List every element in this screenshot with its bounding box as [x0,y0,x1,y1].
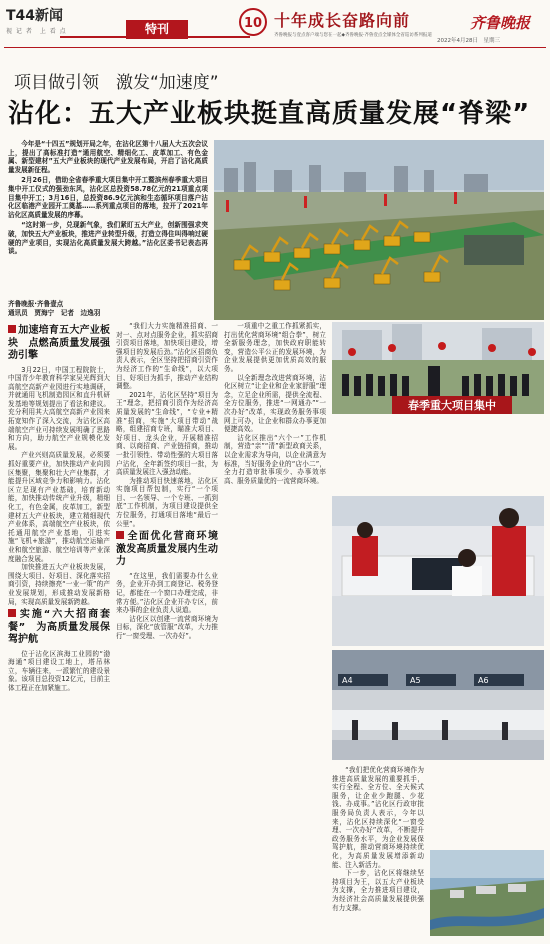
body-paragraph: 下一步，沾化区将继续坚持项目为王，以五大产业板块为支撑，全力推进项目建设，为经济社会高质量发展提供强有力支撑。 [332,869,424,912]
body-paragraph: 2021年，沾化区坚持“项目为王”理念，把招商引资作为经济高质量发展的“生命线”，“专业+精准”招商，实施“大项目带动”战略，组建招商专班，瞄准大项目、好项目、龙头企业，开展精准招商、以商招商、产业链招商，推动一批引领性、带动性强的大项目落户沾化，全年新签约项目一批，为高质量发展注入强劲动能。 [116,390,218,477]
special-edition-tag: 特刊 [126,20,188,39]
window-label: A5 [410,676,421,685]
body-paragraph: 沾化区推出“六个一”工作机制，营造“亲”“清”新型政商关系，以企业需求为导向，以企业满意为标准，当好服务企业的“店小二”，全力打造审批事项少、办事效率高、服务质量优的一流营商环境。 [224,433,326,485]
subheading [8,609,110,647]
slogan-subtitle: 齐鲁晚报与壹点客户端与您在一起◆齐鲁晚报·齐鲁壹点全媒体全省巡访系列报道 [274,33,432,38]
byline-source: 齐鲁晚报·齐鲁壹点 [8,300,64,308]
bullet-square-icon [8,325,16,333]
body-paragraph: 产业兴则高质量发展，必须要抓好重要产业，加快推动产业向园区集聚，集聚和壮大产业集群，才能提升区域竞争力和影响力。沾化区立足现有产业基础，培育新动能，加快推动传统产业升级，精细化工，有色金属，皮革加工，新型建材五大产业板块，建立精细现代产业体系，高端航空产业板块，依托通用航空产业基地，引进实施“飞机+旅游”，推动航空运输产业和航空旅游、航空培训等产业深度融合发展。 [8,451,110,563]
aerial-photo [430,850,544,936]
article-column-1 [8,322,110,937]
issue-date: 2022年4月28日 星期三 [437,38,500,44]
anniversary-slogan: 十年成长奋路向前 [274,11,411,30]
subheading [8,325,110,363]
subheading-text: 实施“六大招商套餐” 为高质量发展保驾护航 [8,609,110,646]
byline-authors: 通讯员 贾海宁 记者 边逸羽 [8,309,101,317]
body-paragraph: 一项重中之重工作抓紧抓实，打出优化营商环境“组合拳”，树立全新服务理念，加快政府职能转变，营造公平公正的发展环境，为企业发展提供更加优质高效的服务。 [224,322,326,373]
body-paragraph: 加快推进五大产业板块发展，围绕大项目、好项目、深化落实招商引资，持续擦亮“一业一策”的产业发展规划，形成推动发展新格局，实现高质量发展新跨越。 [8,563,110,606]
body-paragraph: 3月22日，中国工程院院士，中国青少年教育科学家吴光辉到大高航空高新产业园进行实地调研，并就通用飞机制造园区和直升机研发基地等规划提出了看法和建议。充分利用其大高航空高新产业园来拓宽知作了深入交流，为沾化区高端航空产业可持续发展明确了思路和方向，助力航空产业规模化发展。 [8,365,110,451]
lead-paragraph: “这时第一步，兑现新气象，我们紧盯五大产业，创新围强求突破，加快五大产业板块，推进产业转型升级，打造立得住叫得响过硬硬的产业项目，实现沾化高质量发展大跨越。”沾化区委书记表态再谈。 [8,221,208,256]
body-paragraph: “我们大力实施精准招商、一对一、点对点服务企业，抓实招商引资项目落地，加快项目建设，增强项目的发展后劲。”沾化区招商负责人表示，全区坚持把招商引资作为经济工作的“生命线”，以大项目、好项目为抓手，推动产业结构调整。 [116,322,218,391]
newspaper-name: 齐鲁晚报 [470,14,531,32]
window-label: A6 [478,676,489,685]
masthead [0,0,550,46]
ceremony-photo [332,322,544,414]
byline [8,300,208,318]
subheading-text: 加速培育五大产业板块 点燃高质量发展强劲引擎 [8,325,110,361]
article-lead [8,140,208,258]
ceremony-banner-text: 春季重大项目集中 [408,399,496,412]
article-column-3 [224,322,326,937]
body-paragraph: “在这里，我们需要办什么业务，企业开办到工商登记、税务登记，都能在一个窗口办理完成，非常方便。”沾化区企业开办专区，前来办事的企业负责人说道。 [116,571,218,615]
service-hall-photo [332,650,544,760]
bullet-square-icon [116,531,124,539]
excavators-photo [214,140,544,320]
body-paragraph: 为推动项目快速落地，沾化区实施项目帮包制，实行“一个项目、一名领导、一个专班、一抓到底”工作机制，为项目建设提供全方位服务，打通项目落地“最后一公里”。 [116,476,218,528]
body-paragraph: “我们把优化营商环境作为推进高质量发展的重要抓手，实行全程、全方位、全天候式服务，让企业少跑腿、少花钱、办成事。”沾化区行政审批服务局负责人表示，今年以来，沾化区持续深化“一窗受理、一次办好”改革，不断提升政务服务水平，为企业发展保驾护航，推动营商环境持续优化，为高质量发展增添新动能、注入新活力。 [332,766,424,869]
bullet-square-icon [8,609,16,617]
article-column-2 [116,322,228,937]
page-section-label: 视 记 者 上 看 点 [6,28,67,35]
anniversary-logo-icon [238,7,268,37]
article-column-4 [332,766,424,936]
header-divider [4,47,546,48]
article-kicker: 项目做引领 激发“加速度” [14,73,219,93]
lead-paragraph: 今年是“十四五”规划开局之年，在沾化区第十八届人大五次会议上，提出了高标准打造“通用航空、精细化工、皮革加工、有色金属、新型建材”五大产业板块的现代产业发展布局，开启了沾化高质量发展新征程。 [8,140,208,174]
service-center-photo [332,496,544,646]
body-paragraph: 位于沾化区滨海工业园的“渤海通”项目建设工地上，塔吊林立，车辆往来，一派繁忙的建设景象。该项目总投资12亿元，目前主体工程正在加紧施工。 [8,649,110,692]
body-paragraph: 以全新理念改进营商环境，沾化区树立“让企业和企业家舒服”理念，立足企业所需，提供全流程、全方位服务，推进“一网通办”“一次办好”改革，实现政务服务事项网上可办，让企业和群众办事更加便捷高效。 [224,373,326,434]
window-label: A4 [342,676,353,685]
svg-text:10: 10 [243,16,263,31]
body-paragraph: 沾化区以创建一流营商环境为目标，深化“放管服”改革，大力推行“一窗受理、一次办好”。 [116,614,218,640]
subheading-text: 全面优化营商环境 激发高质量发展内生动力 [116,531,228,568]
article-headline: 沾化：五大产业板块挺直高质量发展“脊梁” [8,99,531,129]
page-number: T44新闻 [6,8,64,24]
lead-paragraph: 2月26日，借助全省春季重大项目集中开工暨滨州春季重大项目集中开工仪式的强劲东风，沾化区总投资58.78亿元的21项重点项目集中开工；3月16日，总投资86.9亿元滨和生态循环项目落户沾化区临港产业园开工奠基……系列重点项目的落地，拉开了2021年沾化区高质量发展的序幕。 [8,176,208,219]
subheading [116,531,228,569]
